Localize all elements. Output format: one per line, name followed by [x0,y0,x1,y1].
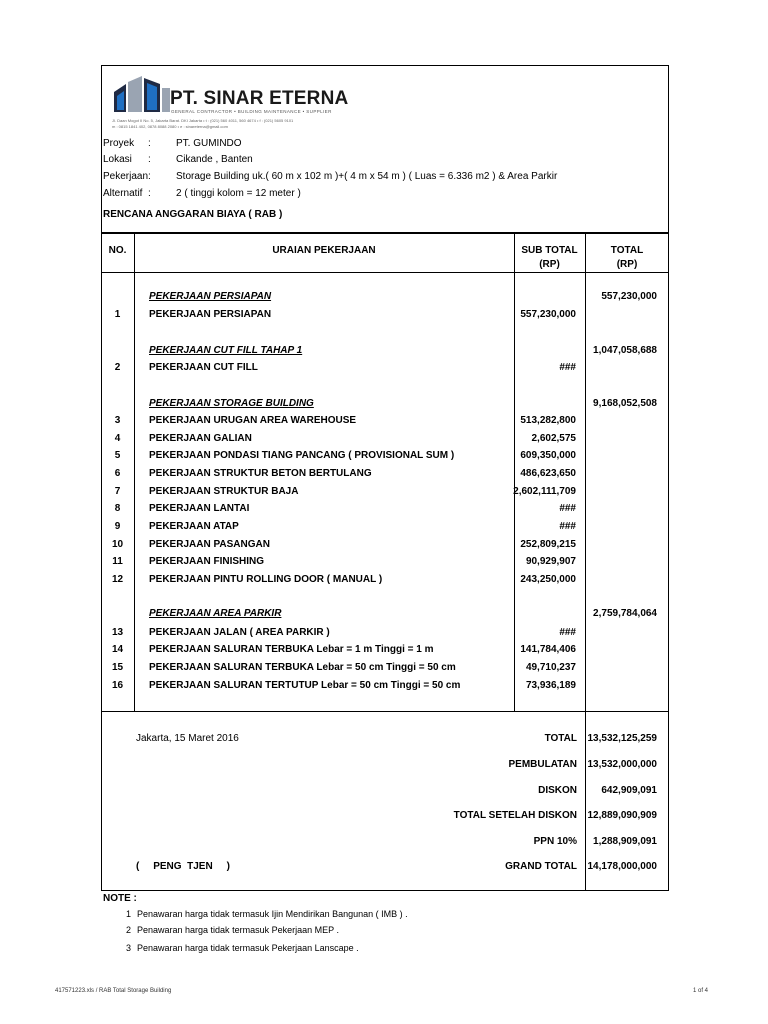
row-desc: PEKERJAAN LANTAI [149,503,250,514]
header-total-unit: (RP) [616,259,638,270]
row-no: 13 [111,627,124,638]
company-name: PT. SINAR ETERNA [170,88,349,109]
footer-filename: 417571223.xls / RAB Total Storage Building [55,988,172,994]
company-address-1: Jl. Daan Mogot II No. 5, Jakarta Barat. DKI Jakarta • t : (021) 560 4011, 560 4674 • f : (021) 5605 9101 [112,118,294,123]
row-no: 14 [111,644,124,655]
company-tagline: GENERAL CONTRACTOR • BUILDING MAINTENANCE • SUPPLIER [171,109,332,114]
row-subtotal: 557,230,000 [520,309,576,320]
info-sep-proyek: : [148,138,151,149]
note-number: 1 [126,909,132,919]
info-value-proyek: PT. GUMINDO [176,138,242,149]
header-uraian: URAIAN PEKERJAAN [272,245,376,256]
document-title: RENCANA ANGGARAN BIAYA ( RAB ) [103,209,283,220]
group-title-storage: PEKERJAAN STORAGE BUILDING [149,398,314,409]
row-desc: PEKERJAAN PONDASI TIANG PANCANG ( PROVISIONAL SUM ) [149,450,455,461]
note-number: 2 [126,925,132,935]
body-bottom-line [101,711,669,712]
row-subtotal: 513,282,800 [520,415,576,426]
info-value-pekerjaan: Storage Building uk.( 60 m x 102 m )+( 4 m x 54 m ) ( Luas = 6.336 m2 ) & Area Parkir [176,171,558,182]
summary-value-after-discount: 12,889,090,909 [587,810,657,821]
row-no: 7 [114,486,121,497]
row-subtotal: ### [559,362,576,373]
header-subtotal: SUB TOTAL [521,245,578,256]
row-no: 12 [111,574,124,585]
summary-value-grand-total: 14,178,000,000 [587,861,657,872]
summary-label-diskon: DISKON [538,785,577,796]
row-subtotal: 73,936,189 [525,680,576,691]
summary-value-total: 13,532,125,259 [587,733,657,744]
company-logo [112,74,172,114]
note-text: Penawaran harga tidak termasuk Pekerjaan Lanscape . [137,943,359,953]
row-subtotal: ### [559,521,576,532]
group-total-storage: 9,168,052,508 [593,398,657,409]
summary-label-grand-total: GRAND TOTAL [505,861,577,872]
row-subtotal: 141,784,406 [520,644,576,655]
row-desc: PEKERJAAN SALURAN TERBUKA Lebar = 1 m Tinggi = 1 m [149,644,434,655]
info-value-lokasi: Cikande , Banten [176,154,253,165]
row-no: 10 [111,539,124,550]
info-label-lokasi: Lokasi [103,154,132,165]
row-desc: PEKERJAAN ATAP [149,521,239,532]
note-text: Penawaran harga tidak termasuk Ijin Mendirikan Bangunan ( IMB ) . [137,909,408,919]
row-desc: PEKERJAAN PASANGAN [149,539,270,550]
row-no: 4 [114,433,121,444]
col-divider-no [134,233,135,711]
row-subtotal: ### [559,627,576,638]
group-total-persiapan: 557,230,000 [601,291,657,302]
summary-value-diskon: 642,909,091 [601,785,657,796]
row-subtotal: 49,710,237 [525,662,576,673]
row-desc: PEKERJAAN FINISHING [149,556,265,567]
summary-label-ppn: PPN 10% [533,836,577,847]
group-title-cutfill: PEKERJAAN CUT FILL TAHAP 1 [149,345,303,356]
row-no: 15 [111,662,124,673]
header-subtotal-unit: (RP) [539,259,560,270]
row-no: 9 [114,521,121,532]
row-subtotal: 2,602,575 [531,433,576,444]
row-subtotal: ### [559,503,576,514]
row-desc: PEKERJAAN URUGAN AREA WAREHOUSE [149,415,357,426]
header-total: TOTAL [610,245,644,256]
col-divider-subtotal [585,233,586,711]
company-address-2: m : 0815 1841 402, 0878 8088 2080 • e : sinareterna@gmail.com [112,124,228,129]
row-desc: PEKERJAAN JALAN ( AREA PARKIR ) [149,627,330,638]
summary-value-pembulatan: 13,532,000,000 [587,759,657,770]
notes-title: NOTE : [103,893,137,904]
row-no: 5 [114,450,121,461]
info-label-pekerjaan: Pekerjaan [103,171,149,182]
summary-label-total: TOTAL [544,733,577,744]
row-desc: PEKERJAAN SALURAN TERBUKA Lebar = 50 cm Tinggi = 50 cm [149,662,456,673]
note-text: Penawaran harga tidak termasuk Pekerjaan MEP . [137,925,339,935]
row-no: 16 [111,680,124,691]
group-total-parkir: 2,759,784,064 [593,608,657,619]
row-no: 1 [114,309,121,320]
row-no: 3 [114,415,121,426]
row-subtotal: 90,929,907 [525,556,576,567]
header-bottom-line [101,272,669,273]
info-value-alternatif: 2 ( tinggi kolom = 12 meter ) [176,188,301,199]
info-sep-pekerjaan: : [148,171,151,182]
summary-value-ppn: 1,288,909,091 [593,836,657,847]
row-no: 6 [114,468,121,479]
row-subtotal: 486,623,650 [520,468,576,479]
row-subtotal: 243,250,000 [520,574,576,585]
building-logo-icon [112,74,172,114]
row-desc: PEKERJAAN PERSIAPAN [149,309,272,320]
row-desc: PEKERJAAN STRUKTUR BAJA [149,486,299,497]
place-date: Jakarta, 15 Maret 2016 [136,733,239,744]
info-label-proyek: Proyek [103,138,135,149]
group-total-cutfill: 1,047,058,688 [593,345,657,356]
summary-label-after-discount: TOTAL SETELAH DISKON [453,810,577,821]
signer-name: ( PENG TJEN ) [136,861,230,872]
summary-label-pembulatan: PEMBULATAN [508,759,577,770]
row-desc: PEKERJAAN PINTU ROLLING DOOR ( MANUAL ) [149,574,383,585]
info-label-alternatif: Alternatif [103,188,143,199]
row-desc: PEKERJAAN STRUKTUR BETON BERTULANG [149,468,372,479]
row-desc: PEKERJAAN CUT FILL [149,362,258,373]
note-number: 3 [126,943,132,953]
row-subtotal: 609,350,000 [520,450,576,461]
row-no: 11 [112,556,123,567]
group-title-parkir: PEKERJAAN AREA PARKIR [149,608,282,619]
row-subtotal: 252,809,215 [520,539,576,550]
header-no: NO. [108,245,127,256]
row-desc: PEKERJAAN SALURAN TERTUTUP Lebar = 50 cm Tinggi = 50 cm [149,680,461,691]
group-title-persiapan: PEKERJAAN PERSIAPAN [149,291,272,302]
row-desc: PEKERJAAN GALIAN [149,433,252,444]
info-sep-lokasi: : [148,154,151,165]
footer-page-number: 1 of 4 [693,988,709,994]
info-sep-alternatif: : [148,188,151,199]
row-no: 2 [114,362,121,373]
row-no: 8 [114,503,121,514]
row-subtotal: 2,602,111,709 [513,486,576,497]
